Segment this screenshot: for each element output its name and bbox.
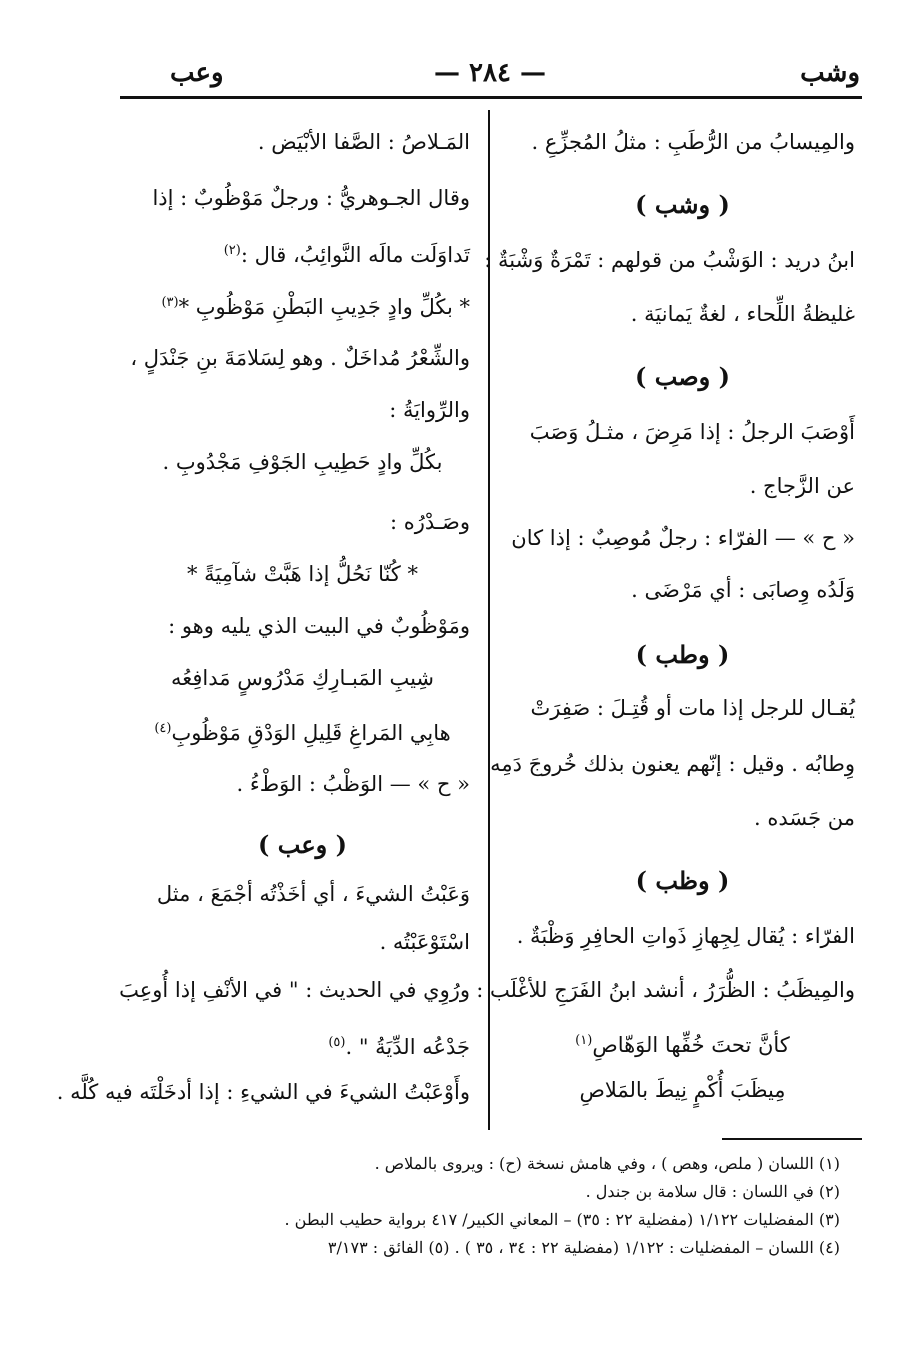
line-text: * كُنّا نَحُلُّ إذا هَبَّتْ شآمِيَةً * <box>187 562 418 586</box>
text-line <box>631 576 855 605</box>
line-text: يُقـال للرجل إذا مات أو قُتِـلَ : صَفِرَتْ <box>530 696 855 720</box>
text-line <box>380 928 470 957</box>
line-text: جَدْعُه الدِّيَةُ " . <box>345 1035 470 1059</box>
page-number: — ٢٨٤ — <box>433 58 547 88</box>
line-text: الفرّاء : يُقال لِجِهازِ ذَواتِ الحافِرِ وَظْبَةٌ . <box>516 924 855 948</box>
line-text: كأنَّ تحتَ خُفِّها الوَهّاصِ <box>592 1033 790 1057</box>
line-text: والمِيسابُ من الرُّطَبِ : مثلُ المُجزِّعِ . <box>531 130 855 154</box>
line-text: ورُوِي في الحديث : " في الأنْفِ إذا أُوعِبَ <box>119 978 470 1002</box>
text-line <box>57 1078 470 1107</box>
footnote-rule <box>722 1138 862 1140</box>
line-text: والشِّعْرُ مُداخَلٌ . وهو لِسَلامَةَ بنِ جَنْدَلٍ ، <box>130 346 470 370</box>
text-line <box>157 880 470 909</box>
line-text: « ح » — الوَظْبُ : الوَطْءُ . <box>236 772 470 796</box>
text-line <box>484 246 855 275</box>
text-line <box>224 236 470 270</box>
text-line <box>168 612 470 641</box>
line-text: المَـلاصُ : الصَّفا الأبْيَض . <box>257 130 470 154</box>
text-line <box>236 770 470 799</box>
line-text: ابنُ دريد : الوَشْبُ من قولهم : تَمْرَةٌ وَشْبَةٌ : <box>484 248 855 272</box>
text-line <box>511 524 855 553</box>
line-text: عن الزَّجاج . <box>749 474 855 498</box>
text-line <box>631 300 855 329</box>
header-left-word: وعب <box>170 58 224 88</box>
line-text: وَلَدُه وِصابَى : أي مَرْضَى . <box>631 578 855 602</box>
line-text: ( وعب ) <box>258 830 347 859</box>
text-line <box>119 976 470 1005</box>
line-text: ( وظب ) <box>635 866 730 895</box>
text-line <box>754 804 855 833</box>
line-text: ( وشب ) <box>635 190 730 219</box>
section-heading <box>510 362 855 391</box>
line-text: مِيظَبَ أُكْمٍ نِيطَ بالمَلاصِ <box>579 1078 786 1102</box>
line-text: من جَسَده . <box>753 806 855 830</box>
verse-line <box>135 714 470 748</box>
section-heading <box>135 830 470 859</box>
line-text: وأَوْعَبْتُ الشيءَ في الشيءِ : إذا أدخَلْتَه فيه كُلَّه . <box>56 1080 470 1104</box>
section-heading <box>510 190 855 219</box>
text-line <box>390 508 470 537</box>
line-text: بكُلِّ وادٍ حَطِيبِ الجَوْفِ مَجْدُوبِ . <box>162 450 443 474</box>
line-text: شِيبِ المَبـارِكِ مَدْرُوسٍ مَدافِعُه <box>170 666 434 690</box>
header-right-word: وشب <box>800 58 860 88</box>
page-header <box>120 52 860 96</box>
footnote-line: (٤) اللسان – المفضليات : ١/١٢٢ (مفضلية ٢٢ : ٣٤ ، ٣٥ ) . (٥) الفائق : ٣/١٧٣ <box>327 1238 840 1257</box>
line-text: تَداوَلَت مالَه النَّوائِبُ، قال : <box>240 243 470 267</box>
footnote-marker: (٤) <box>154 721 172 736</box>
text-line <box>532 128 855 157</box>
footnote-marker: (٢) <box>223 243 241 258</box>
footnote-marker: (٣) <box>161 295 179 310</box>
line-text: والمِيظَبُ : الظُّرَرُ ، أنشد ابنُ الفَرَجِ للأغْلَب : <box>476 978 855 1002</box>
verse-line <box>135 448 470 477</box>
verse-line <box>135 664 470 693</box>
line-text: * بكُلِّ وادٍ جَدِيبِ البَطْنِ مَوْظُوبِ * <box>178 295 470 319</box>
text-line <box>130 344 470 373</box>
verse-line <box>135 560 470 589</box>
text-line <box>161 288 470 322</box>
footnote-marker: (٥) <box>328 1035 346 1050</box>
text-line <box>517 922 855 951</box>
text-line <box>490 750 855 779</box>
text-line <box>750 472 855 501</box>
verse-line <box>510 1026 855 1060</box>
footnote-line: (٢) في اللسان : قال سلامة بن جندل . <box>585 1182 840 1201</box>
line-text: والرِّوايَةُ : <box>389 398 470 422</box>
line-text: أَوْصَبَ الرجلُ : إذا مَرِضَ ، مثـلُ وَصَبَ <box>529 420 855 444</box>
line-text: ( وطب ) <box>635 640 730 669</box>
text-line <box>530 418 855 447</box>
text-line <box>530 694 855 723</box>
footnote-line: (١) اللسان ( ملص، وهص ) ، وفي هامش نسخة (ح) : ويروى بالملاص . <box>374 1154 840 1173</box>
section-heading <box>510 640 855 669</box>
line-text: ( وصب ) <box>635 362 730 391</box>
line-text: وِطابُه . وقيل : إنّهم يعنون بذلك خُروجَ دَمِه <box>490 752 855 776</box>
text-line <box>476 976 855 1005</box>
line-text: وَعَبْتُ الشيءَ ، أي أخَذْتُه أجْمَعَ ، مثل <box>156 882 470 906</box>
text-line <box>258 128 470 157</box>
footnote-marker: (١) <box>575 1033 593 1048</box>
line-text: غليظةُ اللِّحاء ، لغةٌ يَمانيَة . <box>630 302 855 326</box>
text-line <box>389 396 470 425</box>
line-text: اسْتَوْعَبْتُه . <box>379 930 470 954</box>
line-text: « ح » — الفرّاء : رجلٌ مُوصِبٌ : إذا كان <box>511 526 855 550</box>
footnote-line: (٣) المفضليات ١/١٢٢ (مفضلية ٢٢ : ٣٥) – المعاني الكبير/ ٤١٧ برواية حطيب البطن . <box>284 1210 840 1229</box>
section-heading <box>510 866 855 895</box>
text-line <box>152 184 470 213</box>
text-line <box>328 1028 470 1062</box>
header-rule <box>120 96 862 99</box>
line-text: وصَـدْرُه : <box>389 510 470 534</box>
line-text: ومَوْظُوبٌ في البيت الذي يليه وهو : <box>168 614 470 638</box>
line-text: هابِي المَراغِ قَلِيلِ الوَدْقِ مَوْظُوبِ <box>171 721 451 745</box>
verse-line <box>510 1076 855 1105</box>
line-text: وقال الجـوهريُّ : ورجلٌ مَوْظُوبٌ : إذا <box>152 186 470 210</box>
